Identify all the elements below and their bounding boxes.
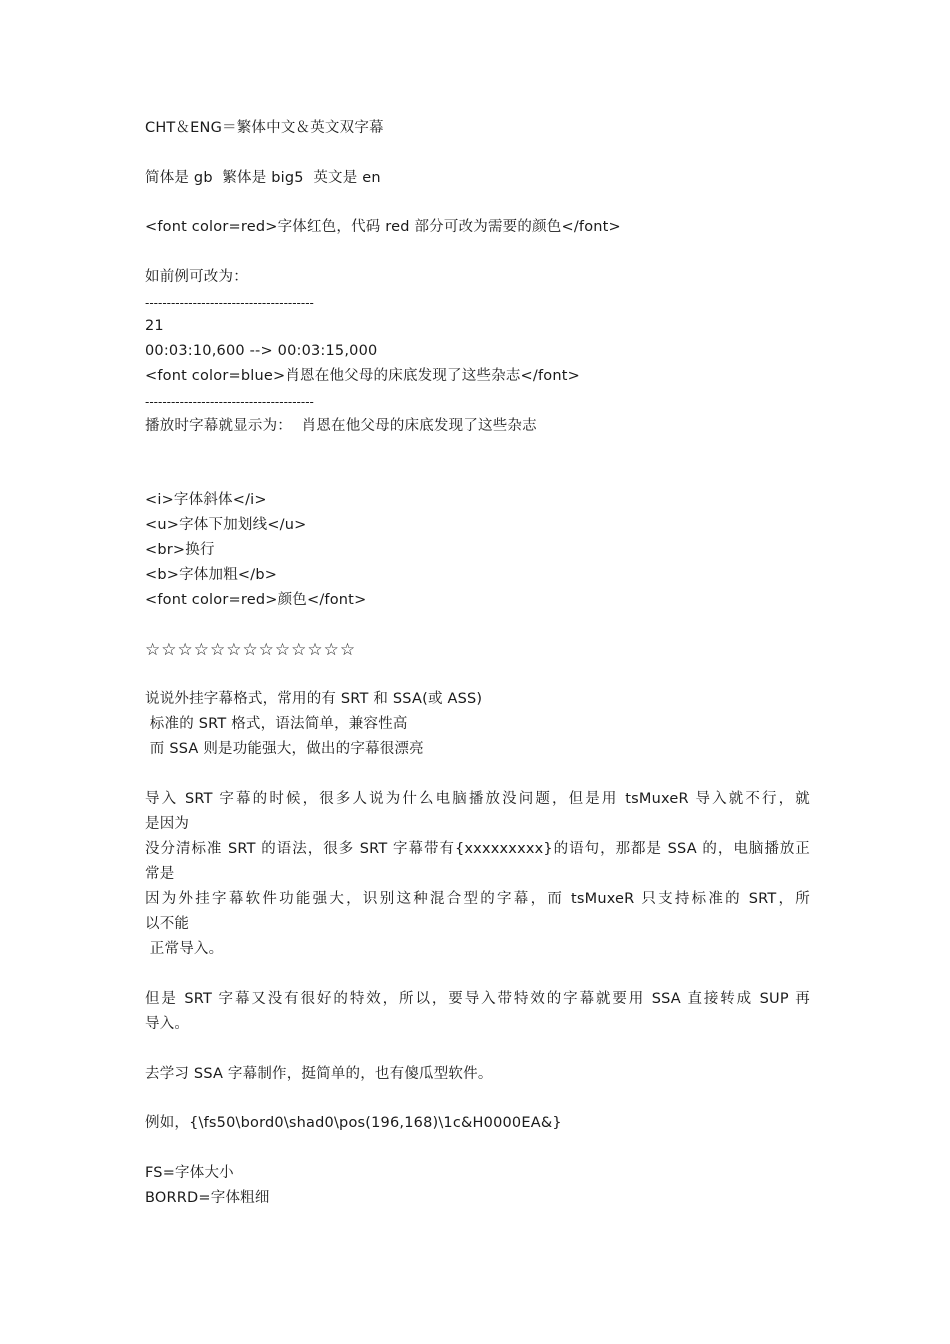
text-line: 是因为: [145, 816, 190, 832]
text-line: 以不能: [145, 916, 190, 932]
text-line: 常是: [145, 866, 175, 882]
text-line: <br>换行: [145, 542, 215, 558]
text-line: 标准的 SRT 格式，语法简单，兼容性高: [145, 716, 408, 732]
text-line: BORRD=字体粗细: [145, 1190, 270, 1206]
text-line: FS=字体大小: [145, 1165, 234, 1181]
text-line: 播放时字幕就显示为： 肖恩在他父母的床底发现了这些杂志: [145, 418, 537, 434]
text-line: 因为外挂字幕软件功能强大，识别这种混合型的字幕，而 tsMuxeR 只支持标准的 SRT，所: [145, 891, 810, 907]
text-line: 导入 SRT 字幕的时候，很多人说为什么电脑播放没问题，但是用 tsMuxeR 导入就不行，就: [145, 791, 810, 807]
text-line: 导入。: [145, 1016, 190, 1032]
text-line: <u>字体下加划线</u>: [145, 517, 307, 533]
text-line: <b>字体加粗</b>: [145, 567, 278, 583]
text-line: <font color=blue>肖恩在他父母的床底发现了这些杂志</font>: [145, 368, 580, 384]
text-line: 正常导入。: [145, 941, 224, 957]
star-divider: ☆☆☆☆☆☆☆☆☆☆☆☆☆: [145, 640, 357, 660]
text-line: 没分清标准 SRT 的语法，很多 SRT 字幕带有{xxxxxxxxx}的语句，那都是 SSA 的，电脑播放正: [145, 841, 810, 857]
text-line: 如前例可改为：: [145, 269, 248, 285]
separator-line: ---------------------------------------: [145, 296, 314, 310]
text-line: <font color=red>颜色</font>: [145, 592, 367, 608]
text-line: 简体是 gb 繁体是 big5 英文是 en: [145, 170, 381, 186]
text-line: 21: [145, 318, 164, 334]
text-line: <font color=red>字体红色，代码 red 部分可改为需要的颜色</font>: [145, 219, 621, 235]
text-line: <i>字体斜体</i>: [145, 492, 267, 508]
text-line: 去学习 SSA 字幕制作，挺简单的，也有傻瓜型软件。: [145, 1066, 493, 1082]
separator-line: ---------------------------------------: [145, 395, 314, 409]
text-line: CHT＆ENG＝繁体中文＆英文双字幕: [145, 120, 384, 136]
text-line: 00:03:10,600 --> 00:03:15,000: [145, 343, 378, 359]
text-line: 例如，{\fs50\bord0\shad0\pos(196,168)\1c&H0000EA&}: [145, 1115, 562, 1131]
text-line: 而 SSA 则是功能强大，做出的字幕很漂亮: [145, 741, 424, 757]
text-line: 但是 SRT 字幕又没有很好的特效，所以，要导入带特效的字幕就要用 SSA 直接转成 SUP 再: [145, 991, 810, 1007]
text-line: 说说外挂字幕格式，常用的有 SRT 和 SSA(或 ASS): [145, 691, 483, 707]
